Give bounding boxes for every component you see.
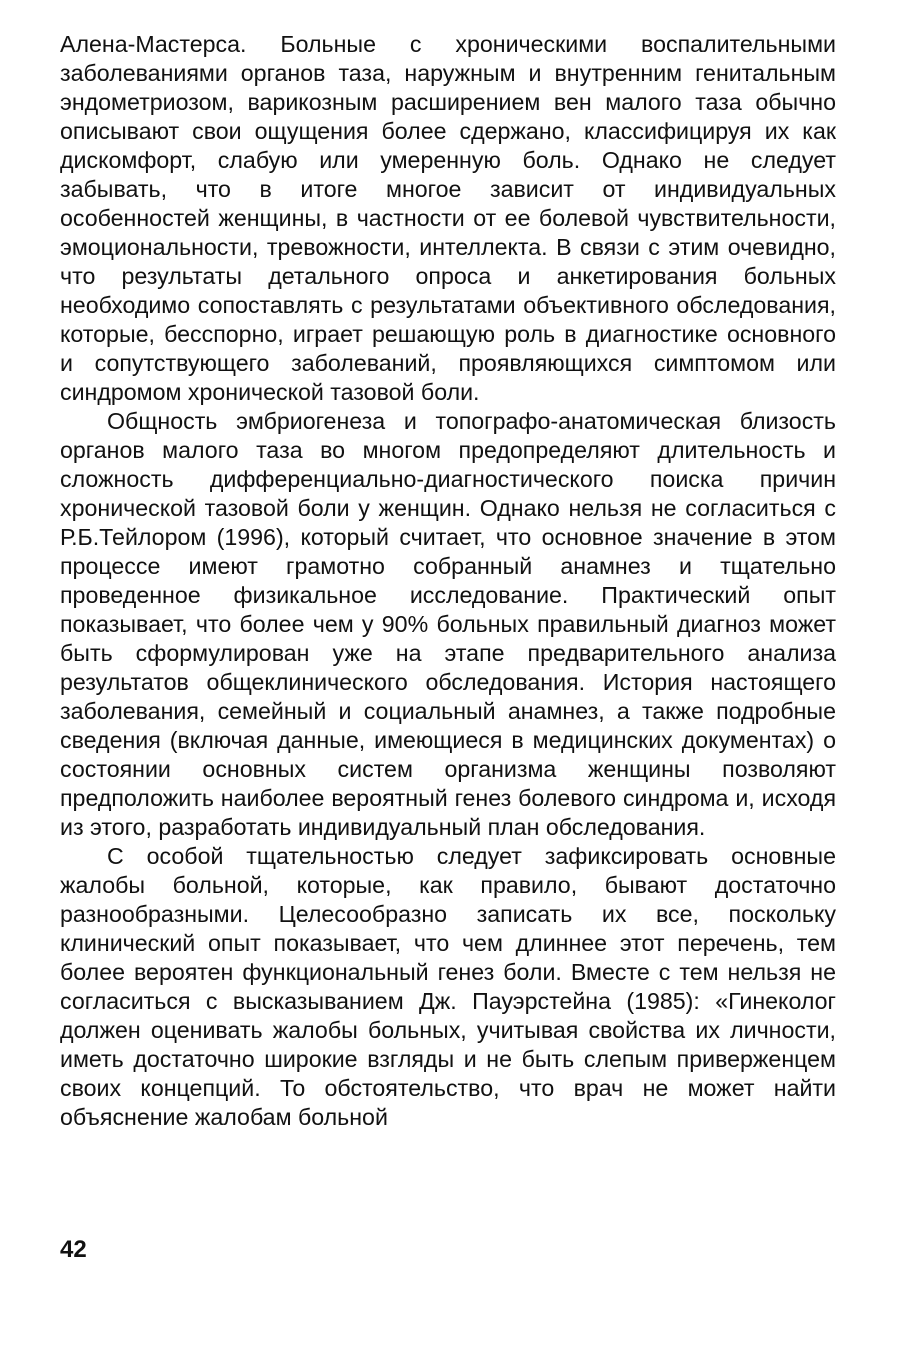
paragraph: Общность эмбриогенеза и топографо-анатомическая близость органов малого таза во многом предопределяют длительность и сложность дифференциально-диагностического поиска причин хронической тазовой боли у женщин. Однако нельзя не согласиться с Р.Б.Тейлором (1996), который считает, что основное значение в этом процессе имеют грамотно собранный анамнез и тщательно проведенное физикальное исследование. Практический опыт показывает, что более чем у 90% больных правильный диагноз может быть сформулирован уже на этапе предварительного анализа результатов общеклинического обследования. История настоящего заболевания, семейный и социальный анамнез, а также подробные сведения (включая данные, имеющиеся в медицинских документах) о состоянии основных систем организма женщины позволяют предположить наиболее вероятный генез болевого синдрома и, исходя из этого, разработать индивидуальный план обследования. xyxy=(60,408,836,840)
page-number: 42 xyxy=(60,1236,87,1263)
page-body xyxy=(60,30,836,1132)
paragraph: Алена-Мастерса. Больные с хроническими воспалительными заболеваниями органов таза, наружным и внутренним генитальным эндометриозом, варикозным расширением вен малого таза обычно описывают свои ощущения более сдержано, классифицируя их как дискомфорт, слабую или умеренную боль. Однако не следует забывать, что в итоге многое зависит от индивидуальных особенностей женщины, в частности от ее болевой чувствительности, эмоциональности, тревожности, интеллекта. В связи с этим очевидно, что результаты детального опроса и анкетирования больных необходимо сопоставлять с результатами объективного обследования, которые, бесспорно, играет решающую роль в диагностике основного и сопутствующего заболеваний, проявляющихся симптомом или синдромом хронической тазовой боли. xyxy=(60,31,836,405)
paragraph: С особой тщательностью следует зафиксировать основные жалобы больной, которые, как правило, бывают достаточно разнообразными. Целесообразно записать их все, поскольку клинический опыт показывает, что чем длиннее этот перечень, тем более вероятен функциональный генез боли. Вместе с тем нельзя не согласиться с высказыванием Дж. Пауэрстейна (1985): «Гинеколог должен оценивать жалобы больных, учитывая свойства их личности, иметь достаточно широкие взгляды и не быть слепым приверженцем своих концепций. То обстоятельство, что врач не может найти объяснение жалобам больной xyxy=(60,843,836,1130)
